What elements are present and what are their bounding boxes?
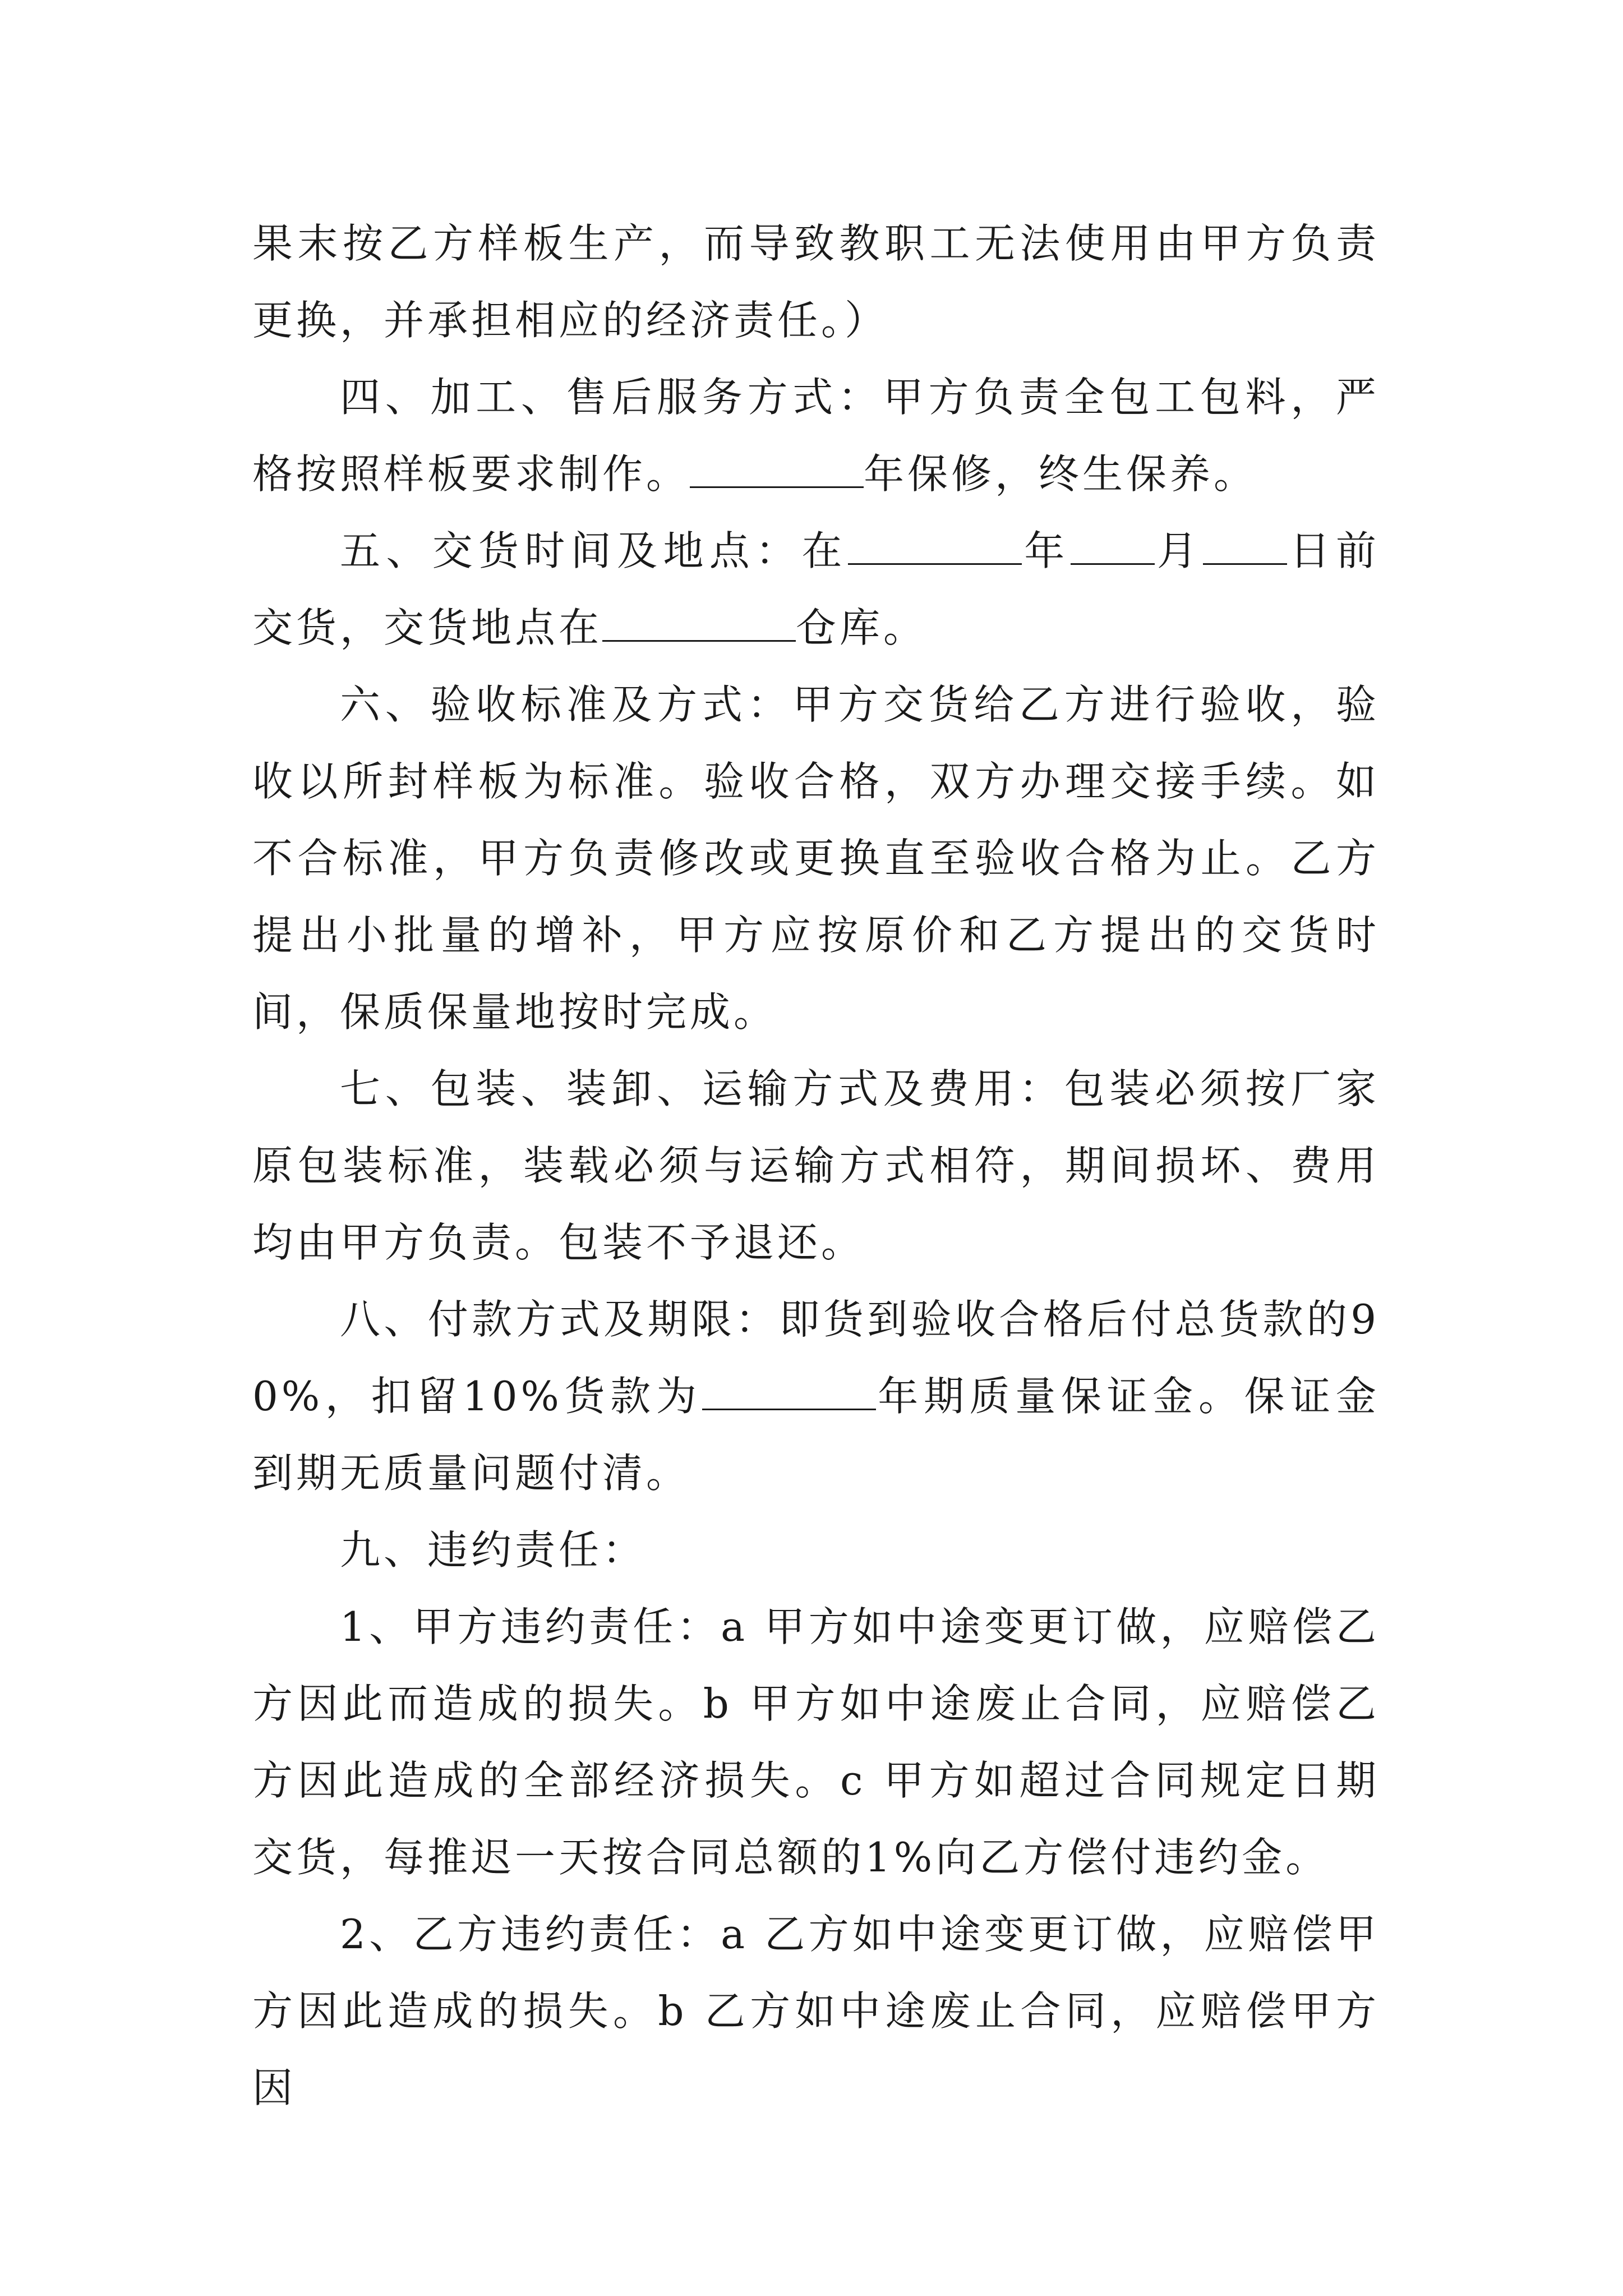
paragraph-text: 1、甲方违约责任：a 甲方如中途变更订做，应赔偿乙方因此而造成的损失。b 甲方如中途废止合同，应赔偿乙方因此造成的全部经济损失。c 甲方如超过合同规定日期交货，每推迟一天按合同总额的1%向乙方偿付违约金。 <box>252 1603 1380 1881</box>
paragraph-clause-9-2 <box>252 1896 1380 2127</box>
paragraph-text: 年期质量保证金。保证金到期无质量问题付清。 <box>252 1373 1380 1497</box>
paragraph-text: 七、包装、装卸、运输方式及费用：包装必须按厂家原包装标准，装载必须与运输方式相符，期间损坏、费用均由甲方负责。包装不予退还。 <box>252 1065 1380 1266</box>
paragraph-clause-8 <box>252 1281 1380 1512</box>
paragraph-text: 年 <box>1021 527 1071 574</box>
paragraph-text: 五、交货时间及地点：在 <box>340 527 848 574</box>
fill-blank-delivery-year <box>848 528 1022 565</box>
paragraph-text: 果末按乙方样板生产，而导致教职工无法使用由甲方负责更换，并承担相应的经济责任。） <box>252 220 1380 344</box>
paragraph-text: 月 <box>1154 527 1204 574</box>
fill-blank-guarantee-years <box>702 1374 876 1410</box>
fill-blank-delivery-day <box>1203 528 1287 565</box>
paragraph-clause-5 <box>252 513 1380 666</box>
paragraph-text: 2、乙方违约责任：a 乙方如中途变更订做，应赔偿甲方因此造成的损失。b 乙方如中途废止合同，应赔偿甲方因 <box>252 1911 1380 2111</box>
paragraph-text: 八、付款方式及期限：即货到验收合格后付总货款的90%，扣留10%货款为 <box>252 1296 1380 1420</box>
paragraph-clause-9-1 <box>252 1589 1380 1896</box>
paragraph-clause-6 <box>252 666 1380 1051</box>
fill-blank-warehouse <box>602 605 796 642</box>
paragraph-text: 日前交货，交货地点在 <box>252 527 1380 651</box>
paragraph-clause-4 <box>252 359 1380 513</box>
paragraph-continuation <box>252 205 1380 359</box>
document-body <box>252 205 1380 2127</box>
fill-blank-warranty-years <box>690 452 864 488</box>
paragraph-text: 四、加工、售后服务方式：甲方负责全包工包料，严格按照样板要求制作。 <box>252 374 1380 498</box>
paragraph-text: 六、验收标准及方式：甲方交货给乙方进行验收，验收以所封样板为标准。验收合格，双方办理交接手续。如不合标准，甲方负责修改或更换直至验收合格为止。乙方提出小批量的增补，甲方应按原价和乙方提出的交货时间，保质保量地按时完成。 <box>252 681 1380 1036</box>
paragraph-text: 年保修，终生保养。 <box>864 450 1258 498</box>
paragraph-text: 九、违约责任： <box>340 1526 647 1573</box>
paragraph-clause-9-heading <box>252 1512 1380 1589</box>
paragraph-clause-7 <box>252 1051 1380 1281</box>
fill-blank-delivery-month <box>1071 528 1155 565</box>
paragraph-text: 仓库。 <box>796 604 928 651</box>
